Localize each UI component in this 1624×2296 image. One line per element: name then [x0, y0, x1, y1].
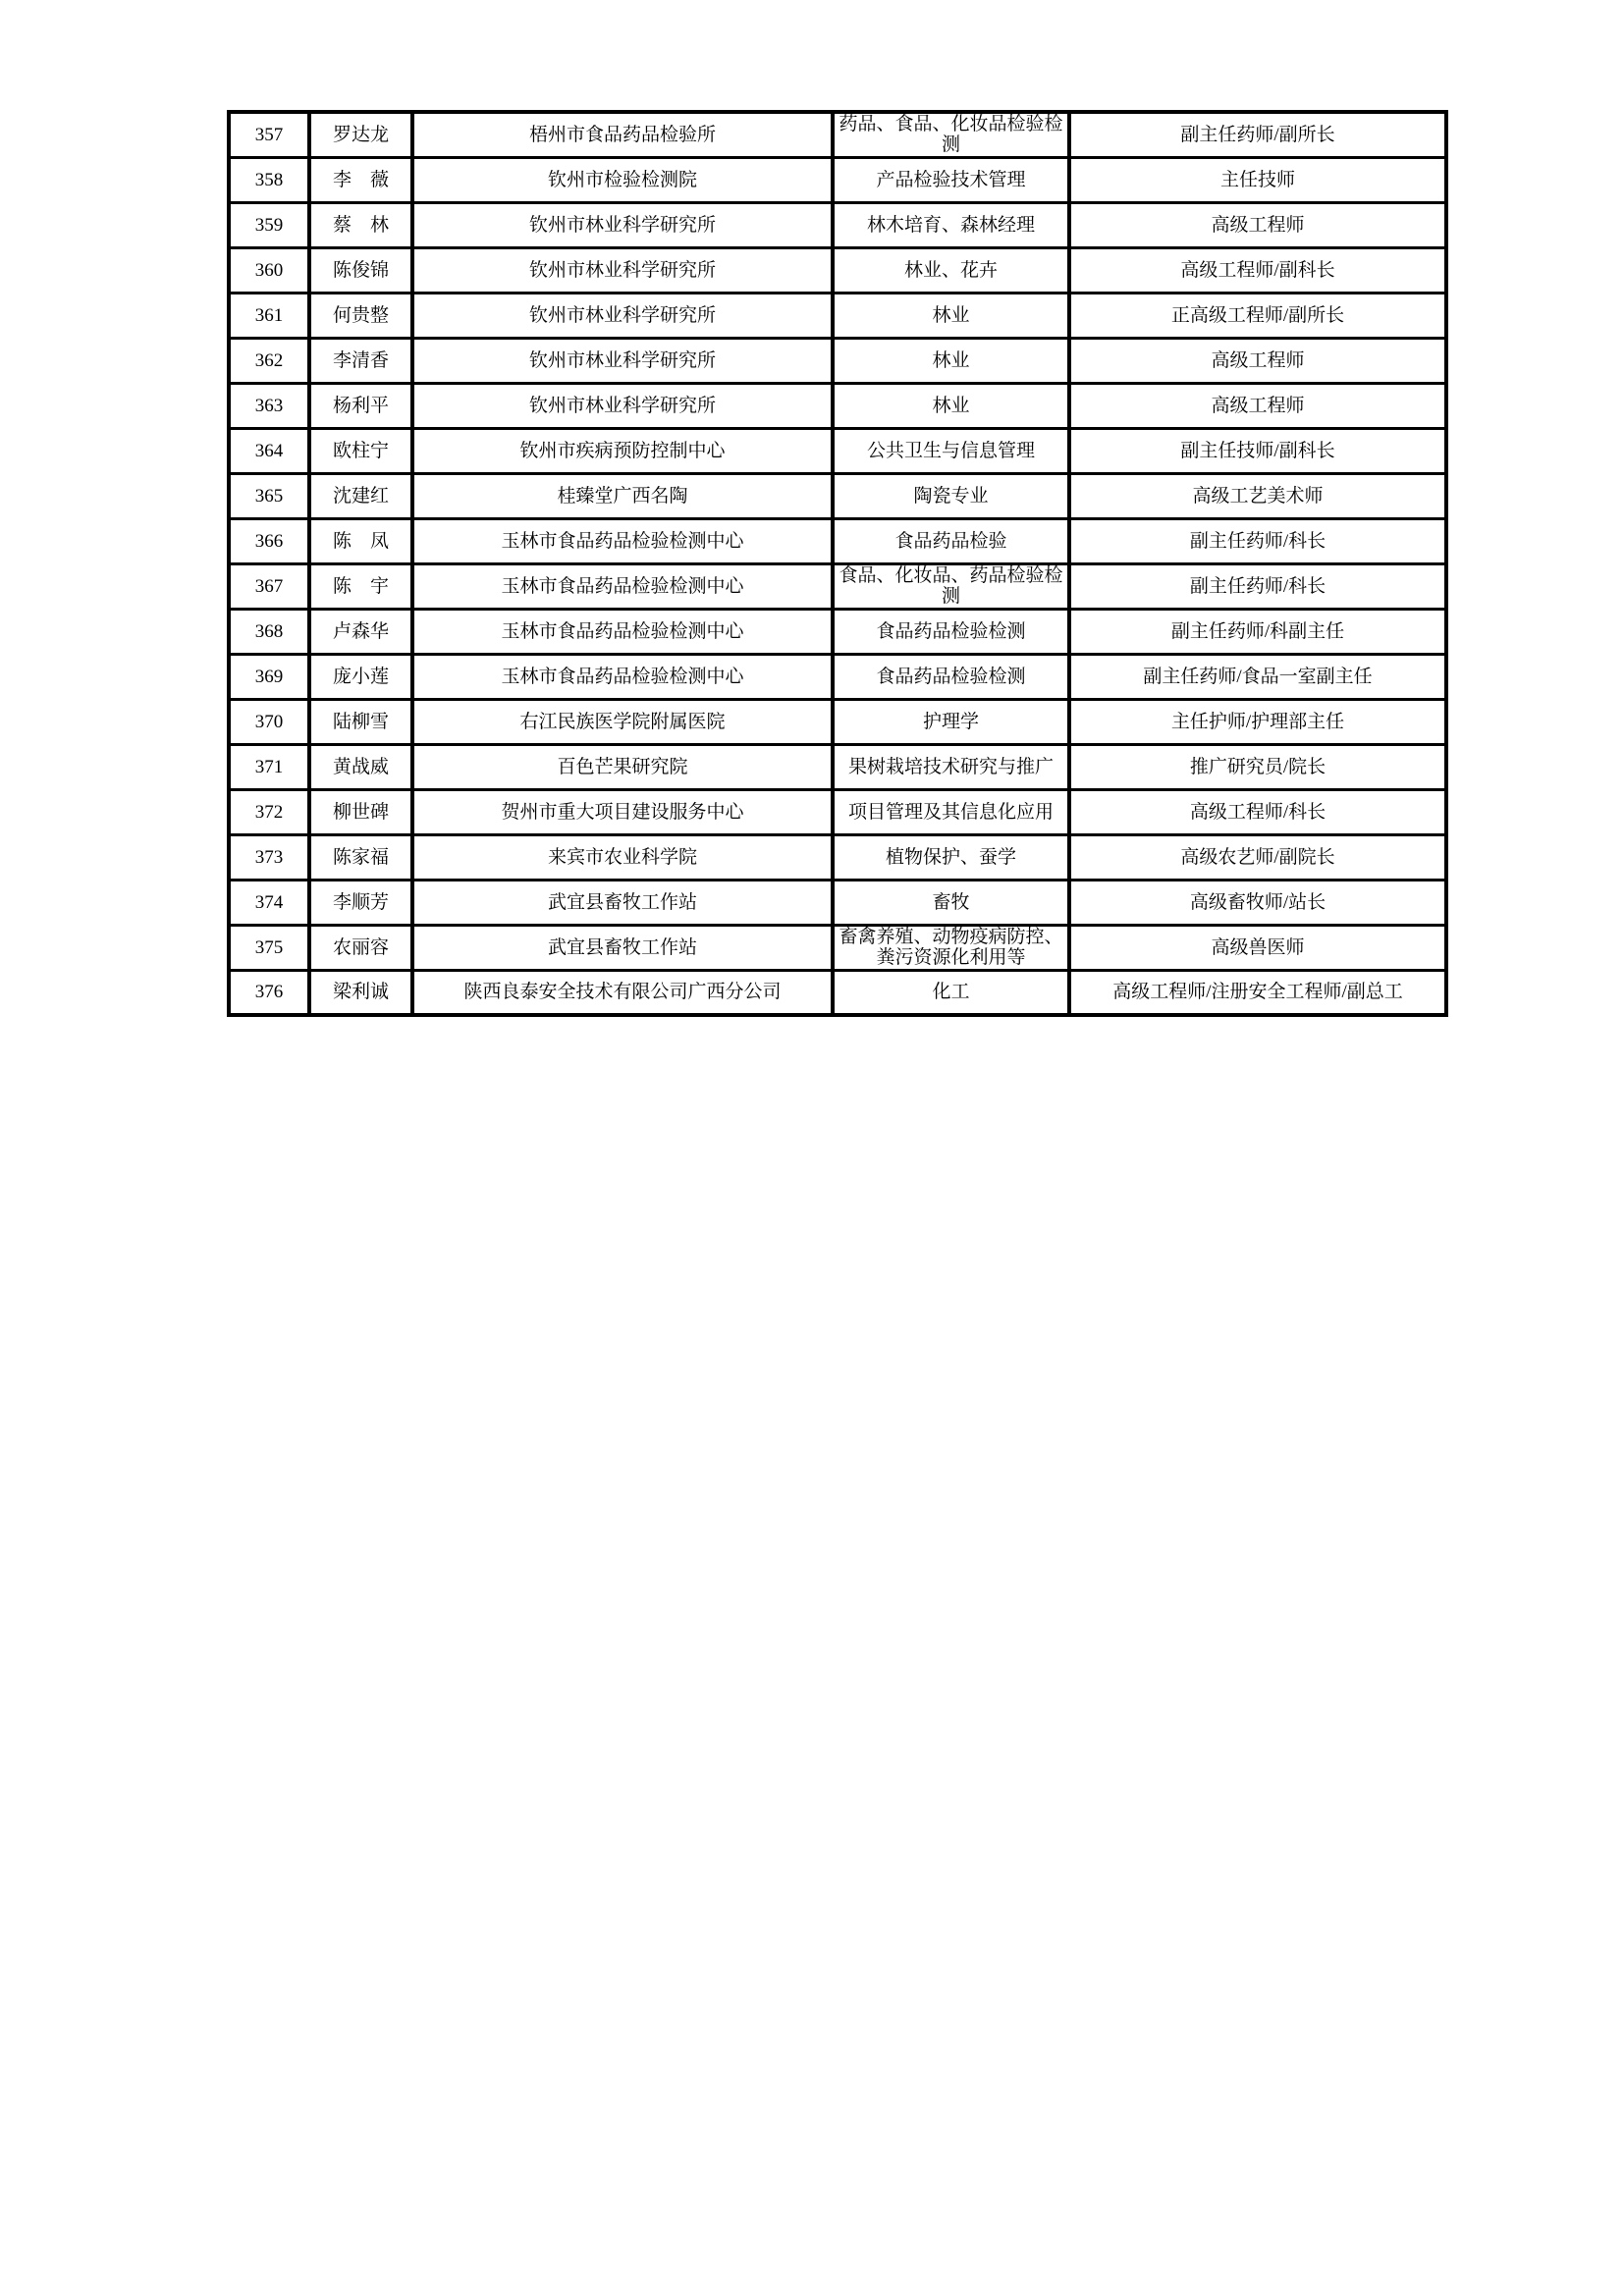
cell-row-number: 363 — [229, 383, 309, 428]
cell-organization: 来宾市农业科学院 — [412, 834, 833, 880]
cell-specialty: 畜牧 — [833, 880, 1069, 925]
cell-specialty: 果树栽培技术研究与推广 — [833, 744, 1069, 789]
cell-professional-title: 正高级工程师/副所长 — [1069, 293, 1446, 338]
cell-row-number: 369 — [229, 654, 309, 699]
cell-organization: 钦州市检验检测院 — [412, 157, 833, 202]
cell-specialty: 护理学 — [833, 699, 1069, 744]
cell-person-name: 黄战威 — [309, 744, 412, 789]
cell-row-number: 366 — [229, 518, 309, 563]
cell-specialty: 林业 — [833, 383, 1069, 428]
cell-specialty: 食品药品检验检测 — [833, 654, 1069, 699]
cell-person-name: 蔡 林 — [309, 202, 412, 247]
cell-specialty: 林业 — [833, 338, 1069, 383]
cell-person-name: 欧柱宁 — [309, 428, 412, 473]
table-row — [229, 383, 1446, 428]
cell-professional-title: 高级工程师/副科长 — [1069, 247, 1446, 293]
cell-person-name: 何贵整 — [309, 293, 412, 338]
cell-person-name: 陈家福 — [309, 834, 412, 880]
cell-row-number: 364 — [229, 428, 309, 473]
cell-professional-title: 高级工程师 — [1069, 202, 1446, 247]
table-row — [229, 563, 1446, 609]
cell-person-name: 陆柳雪 — [309, 699, 412, 744]
cell-professional-title: 高级工程师 — [1069, 338, 1446, 383]
cell-organization: 右江民族医学院附属医院 — [412, 699, 833, 744]
professionals-table — [227, 110, 1448, 1017]
cell-row-number: 368 — [229, 609, 309, 654]
table-row — [229, 202, 1446, 247]
cell-professional-title: 高级兽医师 — [1069, 925, 1446, 970]
cell-organization: 钦州市林业科学研究所 — [412, 247, 833, 293]
cell-person-name: 庞小莲 — [309, 654, 412, 699]
cell-row-number: 358 — [229, 157, 309, 202]
table-row — [229, 112, 1446, 157]
table-row — [229, 880, 1446, 925]
table-row — [229, 338, 1446, 383]
cell-person-name: 罗达龙 — [309, 112, 412, 157]
cell-specialty: 产品检验技术管理 — [833, 157, 1069, 202]
cell-organization: 玉林市食品药品检验检测中心 — [412, 654, 833, 699]
cell-professional-title: 高级工程师/科长 — [1069, 789, 1446, 834]
cell-professional-title: 副主任药师/副所长 — [1069, 112, 1446, 157]
cell-row-number: 371 — [229, 744, 309, 789]
table-row — [229, 428, 1446, 473]
cell-professional-title: 副主任药师/科长 — [1069, 563, 1446, 609]
cell-row-number: 359 — [229, 202, 309, 247]
cell-specialty: 林木培育、森林经理 — [833, 202, 1069, 247]
table-row — [229, 699, 1446, 744]
table-row — [229, 925, 1446, 970]
cell-person-name: 陈俊锦 — [309, 247, 412, 293]
table-body — [229, 112, 1446, 1015]
cell-specialty: 食品、化妆品、药品检验检测 — [833, 563, 1069, 609]
table-row — [229, 518, 1446, 563]
table-row — [229, 834, 1446, 880]
cell-organization: 玉林市食品药品检验检测中心 — [412, 609, 833, 654]
cell-professional-title: 副主任技师/副科长 — [1069, 428, 1446, 473]
table-row — [229, 473, 1446, 518]
cell-organization: 玉林市食品药品检验检测中心 — [412, 518, 833, 563]
cell-person-name: 李顺芳 — [309, 880, 412, 925]
table-row — [229, 654, 1446, 699]
cell-row-number: 376 — [229, 970, 309, 1015]
cell-professional-title: 高级工程师 — [1069, 383, 1446, 428]
cell-professional-title: 主任技师 — [1069, 157, 1446, 202]
cell-organization: 武宜县畜牧工作站 — [412, 880, 833, 925]
cell-professional-title: 主任护师/护理部主任 — [1069, 699, 1446, 744]
cell-row-number: 372 — [229, 789, 309, 834]
cell-professional-title: 高级工程师/注册安全工程师/副总工 — [1069, 970, 1446, 1015]
cell-specialty: 陶瓷专业 — [833, 473, 1069, 518]
cell-person-name: 沈建红 — [309, 473, 412, 518]
cell-organization: 梧州市食品药品检验所 — [412, 112, 833, 157]
cell-organization: 贺州市重大项目建设服务中心 — [412, 789, 833, 834]
cell-specialty: 药品、食品、化妆品检验检测 — [833, 112, 1069, 157]
cell-person-name: 卢森华 — [309, 609, 412, 654]
cell-organization: 钦州市林业科学研究所 — [412, 338, 833, 383]
cell-professional-title: 副主任药师/食品一室副主任 — [1069, 654, 1446, 699]
cell-row-number: 365 — [229, 473, 309, 518]
cell-organization: 武宜县畜牧工作站 — [412, 925, 833, 970]
cell-row-number: 362 — [229, 338, 309, 383]
table-row — [229, 293, 1446, 338]
cell-person-name: 李清香 — [309, 338, 412, 383]
cell-organization: 桂臻堂广西名陶 — [412, 473, 833, 518]
cell-row-number: 361 — [229, 293, 309, 338]
cell-professional-title: 副主任药师/科长 — [1069, 518, 1446, 563]
cell-person-name: 柳世碑 — [309, 789, 412, 834]
cell-row-number: 375 — [229, 925, 309, 970]
cell-professional-title: 副主任药师/科副主任 — [1069, 609, 1446, 654]
table-row — [229, 789, 1446, 834]
cell-professional-title: 推广研究员/院长 — [1069, 744, 1446, 789]
cell-organization: 陕西良泰安全技术有限公司广西分公司 — [412, 970, 833, 1015]
cell-organization: 百色芒果研究院 — [412, 744, 833, 789]
cell-specialty: 食品药品检验检测 — [833, 609, 1069, 654]
cell-specialty: 畜禽养殖、动物疫病防控、粪污资源化利用等 — [833, 925, 1069, 970]
cell-specialty: 林业、花卉 — [833, 247, 1069, 293]
table-row — [229, 247, 1446, 293]
cell-specialty: 化工 — [833, 970, 1069, 1015]
cell-person-name: 杨利平 — [309, 383, 412, 428]
cell-specialty: 食品药品检验 — [833, 518, 1069, 563]
cell-row-number: 373 — [229, 834, 309, 880]
cell-organization: 钦州市林业科学研究所 — [412, 202, 833, 247]
cell-person-name: 李 薇 — [309, 157, 412, 202]
cell-person-name: 陈 宇 — [309, 563, 412, 609]
cell-specialty: 项目管理及其信息化应用 — [833, 789, 1069, 834]
cell-person-name: 陈 凤 — [309, 518, 412, 563]
cell-specialty: 林业 — [833, 293, 1069, 338]
cell-professional-title: 高级畜牧师/站长 — [1069, 880, 1446, 925]
cell-row-number: 360 — [229, 247, 309, 293]
cell-organization: 钦州市林业科学研究所 — [412, 383, 833, 428]
cell-row-number: 374 — [229, 880, 309, 925]
cell-row-number: 357 — [229, 112, 309, 157]
cell-organization: 钦州市疾病预防控制中心 — [412, 428, 833, 473]
table-row — [229, 609, 1446, 654]
cell-specialty: 公共卫生与信息管理 — [833, 428, 1069, 473]
table-row — [229, 970, 1446, 1015]
cell-row-number: 367 — [229, 563, 309, 609]
table-row — [229, 157, 1446, 202]
cell-person-name: 农丽容 — [309, 925, 412, 970]
cell-specialty: 植物保护、蚕学 — [833, 834, 1069, 880]
table-row — [229, 744, 1446, 789]
cell-row-number: 370 — [229, 699, 309, 744]
cell-professional-title: 高级工艺美术师 — [1069, 473, 1446, 518]
cell-organization: 玉林市食品药品检验检测中心 — [412, 563, 833, 609]
cell-professional-title: 高级农艺师/副院长 — [1069, 834, 1446, 880]
cell-person-name: 梁利诚 — [309, 970, 412, 1015]
cell-organization: 钦州市林业科学研究所 — [412, 293, 833, 338]
